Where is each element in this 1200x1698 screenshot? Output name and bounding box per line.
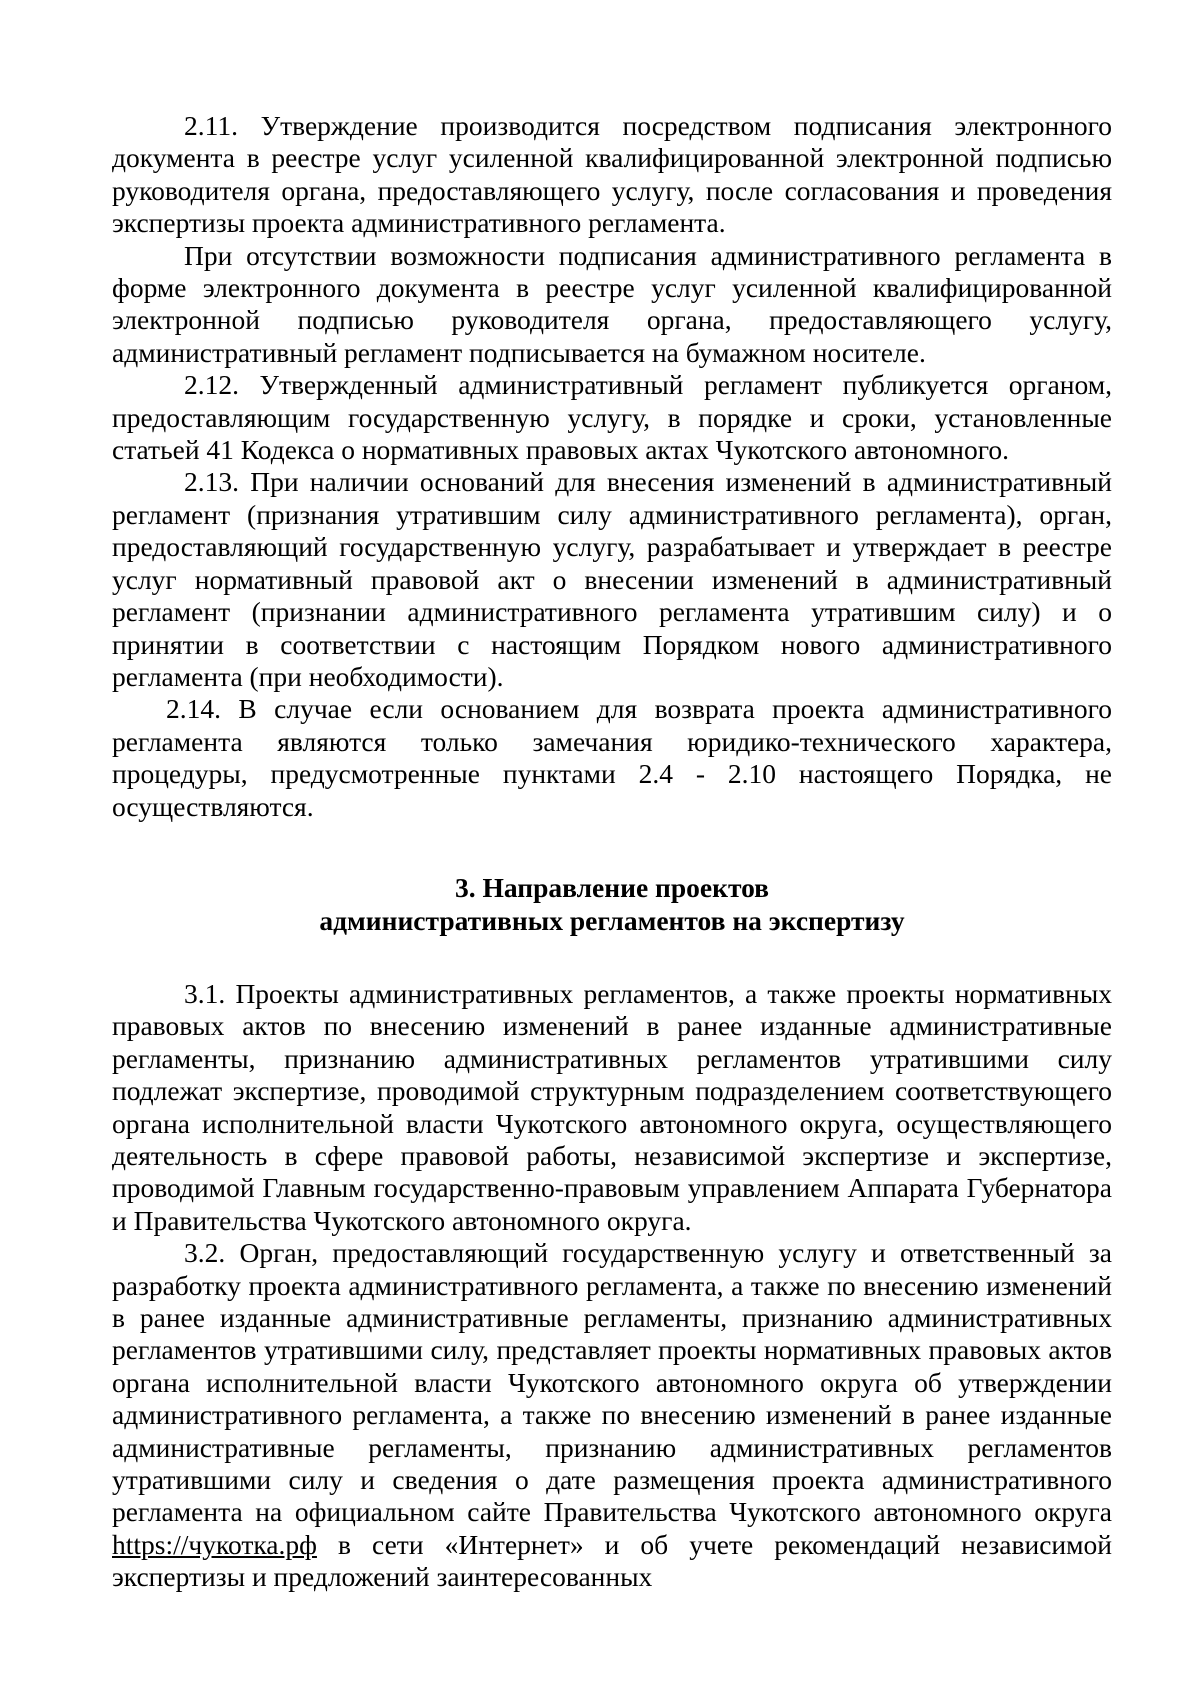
paragraph-2-12: 2.12. Утвержденный административный регламент публикуется органом, предоставляющим государственную услугу, в порядке и сроки, установленные статьей 41 Кодекса о нормативных правовых актах Чукотского автономного. (112, 369, 1112, 466)
paragraph-2-11: 2.11. Утверждение производится посредством подписания электронного документа в реестре услуг усиленной квалифицированной электронной подписью руководителя органа, предоставляющего услугу, после согласования и проведения экспертизы проекта административного регламента. (112, 110, 1112, 239)
paragraph-3-2-text-start: 3.2. Орган, предоставляющий государственную услугу и ответственный за разработку проекта административного регламента, а также по внесению изменений в ранее изданные административные регламенты, признанию административных регламентов утратившими силу, представляет проекты нормативных правовых актов органа исполнительной власти Чукотского автономного округа об утверждении административного регламента, а также по внесению изменений в ранее изданные административные регламенты, признанию административных регламентов утратившими силу и сведения о дате размещения проекта административного регламента на официальном сайте Правительства Чукотского автономного округа (112, 1237, 1112, 1528)
paragraph-2-13: 2.13. При наличии оснований для внесения изменений в административный регламент (признания утратившим силу административного регламента), орган, предоставляющий государственную услугу, разрабатывает и утверждает в реестре услуг нормативный правовой акт о внесении изменений в административный регламент (признании административного регламента утратившим силу) и о принятии в соответствии с настоящим Порядком нового административного регламента (при необходимости). (112, 466, 1112, 692)
section-3-title-line-2: административных регламентов на экспертизу (319, 904, 905, 936)
section-3-title-line-1: 3. Направление проектов (454, 871, 770, 903)
paragraph-2-14: 2.14. В случае если основанием для возврата проекта административного регламента являются только замечания юридико-технического характера, процедуры, предусмотренные пунктами 2.4 - 2.10 настоящего Порядка, не осуществляются. (112, 693, 1112, 822)
paragraph-3-1: 3.1. Проекты административных регламентов, а также проекты нормативных правовых актов по внесению изменений в ранее изданные административные регламенты, признанию административных регламентов утратившими силу подлежат экспертизе, проводимой структурным подразделением соответствующего органа исполнительной власти Чукотского автономного округа, осуществляющего деятельность в сфере правовой работы, независимой экспертизе и экспертизе, проводимой Главным государственно-правовым управлением Аппарата Губернатора и Правительства Чукотского автономного округа. (112, 977, 1112, 1236)
website-link[interactable]: https://чукотка.рф (112, 1528, 317, 1560)
paragraph-3-2 (112, 1237, 1112, 1593)
document-body (112, 110, 1112, 1594)
paragraph-2-11-continuation: При отсутствии возможности подписания административного регламента в форме электронного документа в реестре услуг усиленной квалифицированной электронной подписью руководителя органа, предоставляющего услугу, административный регламент подписывается на бумажном носителе. (112, 239, 1112, 368)
paragraph-3-2-text-end: в сети «Интернет» и об учете рекомендаций независимой экспертизы и предложений заинтересованных (112, 1528, 1112, 1593)
section-3-heading (112, 871, 1112, 937)
